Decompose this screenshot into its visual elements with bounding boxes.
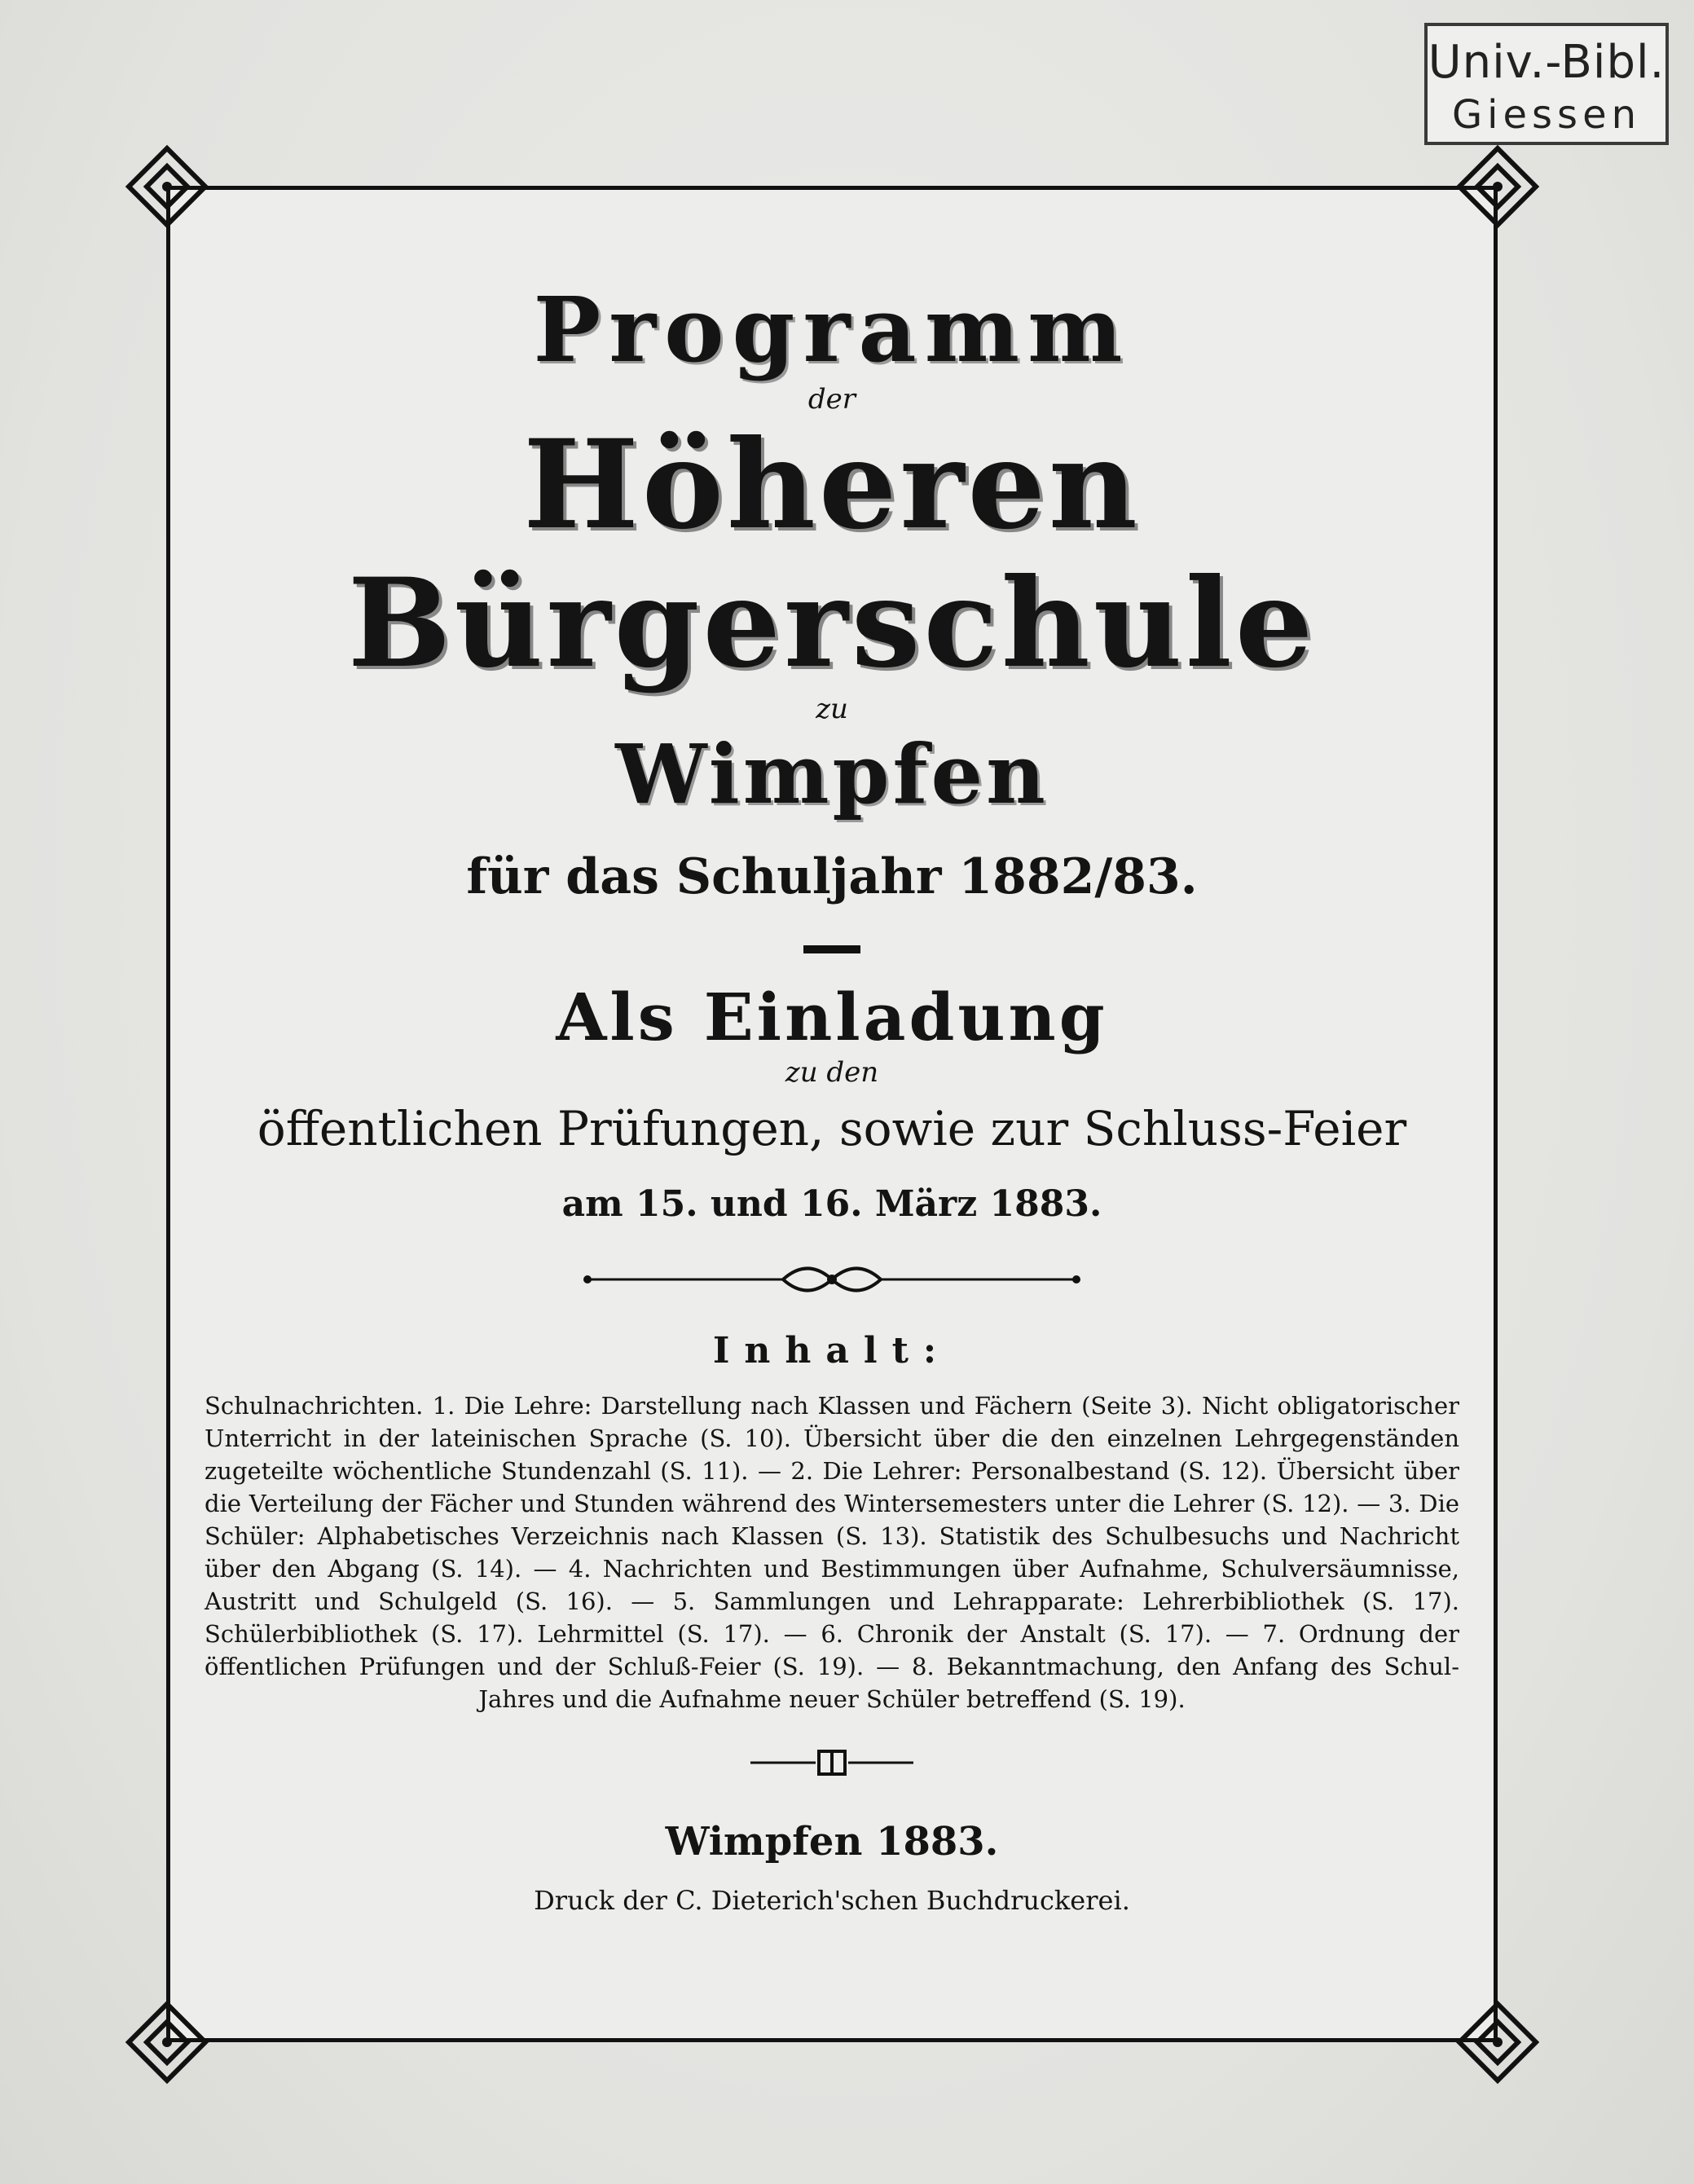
- school-year-line: für das Schuljahr 1882/83.: [466, 848, 1198, 905]
- invitation-heading: Als Einladung: [556, 979, 1108, 1055]
- stamp-line-2: Giessen: [1451, 92, 1642, 138]
- contents-text: Schulnachrichten. 1. Die Lehre: Darstellung nach Klassen und Fächern (Seite 3). Nicht obligatorischer Unterricht in der lateinischen Sprache (S. 10). Übersicht über die den einzelnen Lehrgegenständen zugeteilte wöchentliche Stundenzahl (S. 11). — 2. Die Lehrer: Personalbestand (S. 12). Übersicht über die Verteilung der Fächer und Stunden während des Wintersemesters unter die Lehrer (S. 12). — 3. Die Schüler: Alphabetisches Verzeichnis nach Klassen (S. 13). Statistik des Schulbesuchs und Nachricht über den Abgang (S. 14). — 4. Nachrichten und Bestimmungen über Aufnahme, Schulversäumnisse, Austritt und Schulgeld (S. 16). — 5. Sammlungen und Lehrapparate: Lehrerbibliothek (S. 17). Schülerbibliothek (S. 17). Lehrmittel (S. 17). — 6. Chronik der Anstalt (S. 17). — 7. Ordnung der öffentlichen Prüfungen und der Schluß-Feier (S. 19). — 8. Bekanntmachung, den Anfang des Schul-Jahres und die Aufnahme neuer Schüler betreffend (S. 19).: [205, 1392, 1459, 1713]
- flourish-divider-icon: [579, 1263, 1085, 1296]
- separator-bar: [803, 945, 860, 953]
- small-flourish-icon: [742, 1746, 922, 1779]
- title-page-content: [174, 244, 1489, 1918]
- zu-word: zu: [816, 693, 848, 725]
- stamp-line-1: Univ.-Bibl.: [1428, 36, 1665, 89]
- der-word: der: [807, 383, 856, 416]
- printer-line: Druck der C. Dieterich'schen Buchdruckerei.: [534, 1885, 1130, 1916]
- city-name: Wimpfen: [615, 726, 1049, 822]
- library-stamp: [1424, 23, 1669, 145]
- school-name: Höheren Bürgerschule: [347, 413, 1317, 695]
- corner-ornament-icon: [1453, 1997, 1542, 2087]
- zu-den-words: zu den: [785, 1056, 879, 1089]
- corner-ornament-icon: [122, 1997, 212, 2087]
- programm-title: Programm: [533, 277, 1131, 382]
- corner-ornament-icon: [122, 142, 212, 231]
- event-date: am 15. und 16. März 1883.: [561, 1183, 1102, 1225]
- events-line: öffentlichen Prüfungen, sowie zur Schluss-Feier: [257, 1101, 1407, 1156]
- corner-ornament-icon: [1453, 142, 1542, 231]
- place-and-year: Wimpfen 1883.: [665, 1819, 999, 1865]
- contents-heading: Inhalt:: [712, 1330, 952, 1372]
